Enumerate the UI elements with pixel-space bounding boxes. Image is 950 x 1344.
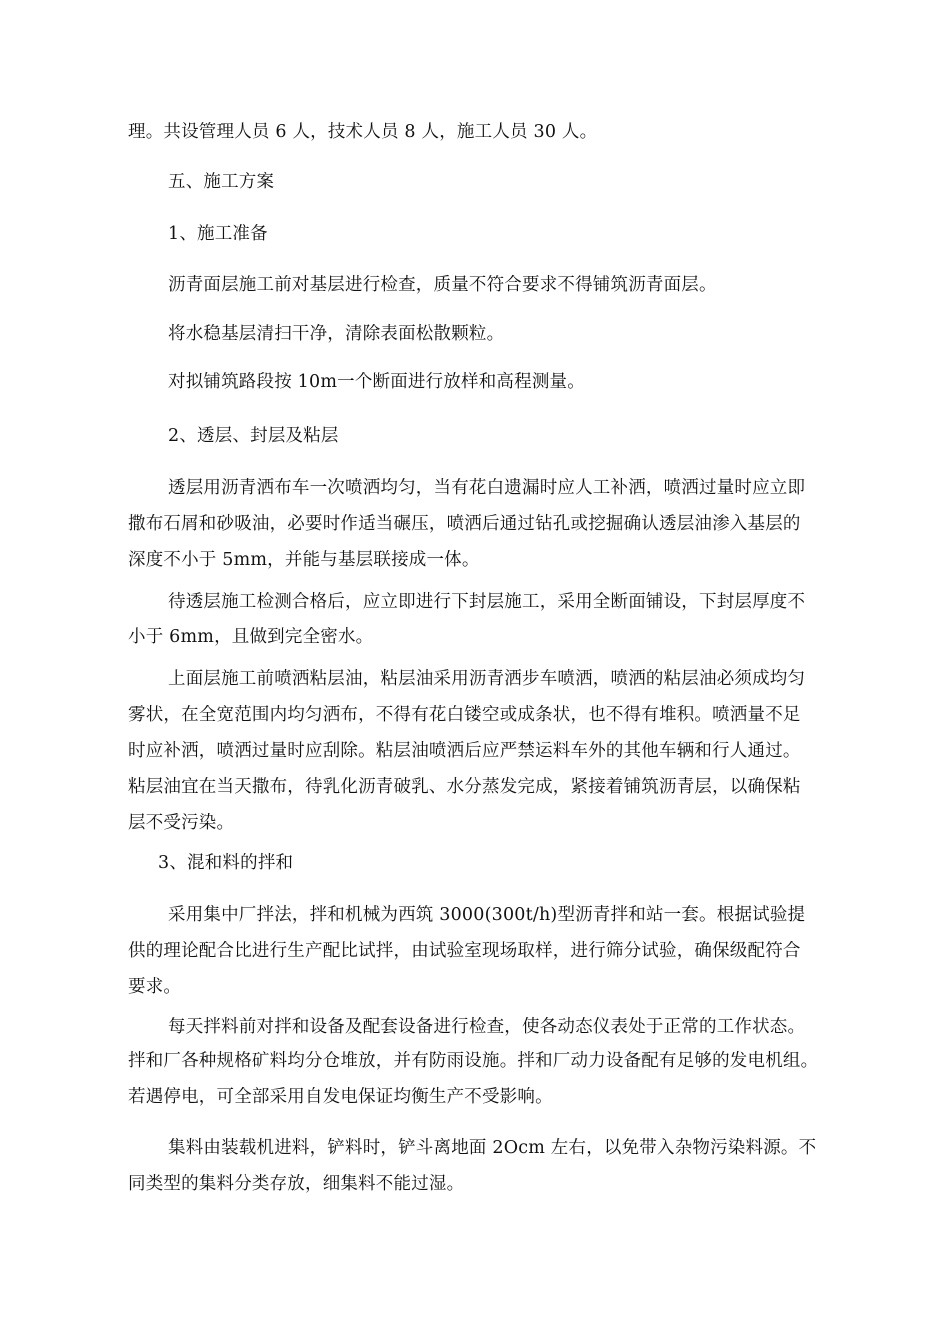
text-line: 时应补洒，喷洒过量时应刮除。粘层油喷洒后应严禁运料车外的其他车辆和行人通过。 — [128, 741, 801, 761]
text-line: 拌和厂各种规格矿料均分仓堆放，并有防雨设施。拌和厂动力设备配有足够的发电机组。 — [128, 1051, 819, 1071]
text-line: 上面层施工前喷洒粘层油，粘层油采用沥青洒步车喷洒，喷洒的粘层油必须成均匀 — [168, 669, 806, 689]
text-line: 撒布石屑和砂吸油，必要时作适当碾压，喷洒后通过钻孔或挖掘确认透层油渗入基层的 — [128, 514, 801, 534]
text-line: 雾状，在全宽范围内均匀洒布，不得有花白镂空或成条状，也不得有堆积。喷洒量不足 — [128, 705, 801, 725]
subsection-heading: 2、透层、封层及粘层 — [168, 426, 339, 446]
section-heading: 五、施工方案 — [168, 172, 275, 192]
text-line: 透层用沥青洒布车一次喷洒均匀，当有花白遗漏时应人工补洒，喷洒过量时应立即 — [168, 478, 806, 498]
text-line: 待透层施工检测合格后，应立即进行下封层施工，采用全断面铺设，下封层厚度不 — [168, 592, 806, 612]
text-line: 粘层油宜在当天撒布，待乳化沥青破乳、水分蒸发完成，紧接着铺筑沥青层，以确保粘 — [128, 777, 801, 797]
text-line: 沥青面层施工前对基层进行检查，质量不符合要求不得铺筑沥青面层。 — [168, 275, 717, 295]
text-line: 采用集中厂拌法，拌和机械为西筑 3000(300t/h)型沥青拌和站一套。根据试验提 — [168, 905, 806, 925]
text-line: 同类型的集料分类存放，细集料不能过湿。 — [128, 1174, 465, 1194]
text-line: 要求。 — [128, 977, 182, 997]
text-line: 层不受污染。 — [128, 813, 235, 833]
text-line: 若遇停电，可全部采用自发电保证均衡生产不受影响。 — [128, 1087, 553, 1107]
subsection-heading: 3、混和料的拌和 — [158, 853, 294, 873]
text-line: 深度不小于 5mm，并能与基层联接成一体。 — [128, 550, 480, 570]
text-line: 小于 6mm，且做到完全密水。 — [128, 627, 374, 647]
text-line: 集料由装载机进料，铲料时，铲斗离地面 2Ocm 左右，以免带入杂物污染料源。不 — [168, 1138, 817, 1158]
text-line: 将水稳基层清扫干净，清除表面松散颗粒。 — [168, 324, 505, 344]
text-line: 理。共设管理人员 6 人，技术人员 8 人，施工人员 30 人。 — [128, 122, 598, 142]
text-line: 每天拌料前对拌和设备及配套设备进行检查，使各动态仪表处于正常的工作状态。 — [168, 1017, 806, 1037]
text-line: 供的理论配合比进行生产配比试拌，由试验室现场取样，进行筛分试验，确保级配符合 — [128, 941, 801, 961]
text-line: 对拟铺筑路段按 10m一个断面进行放样和高程测量。 — [168, 372, 585, 392]
subsection-heading: 1、施工准备 — [168, 224, 268, 244]
